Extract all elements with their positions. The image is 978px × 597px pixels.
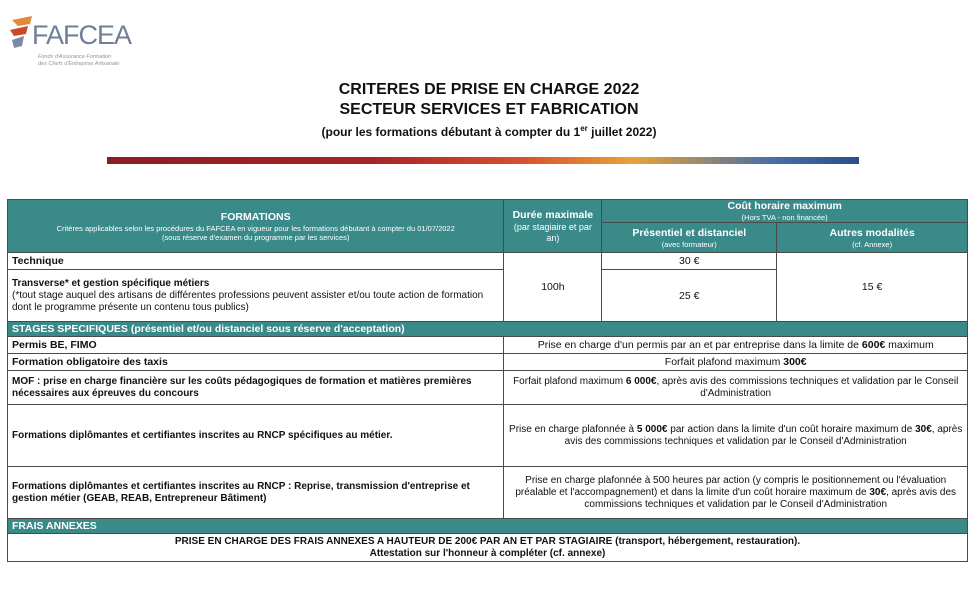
table-row bbox=[8, 405, 968, 467]
row-reprise-label: Formations diplômantes et certifiantes inscrites au RNCP : Reprise, transmission d'entreprise et gestion métier (GEAB, REAB, Entrepreneur Bâtiment) bbox=[8, 467, 504, 519]
cost-autres: 15 € bbox=[777, 253, 968, 322]
table-row bbox=[8, 354, 968, 371]
row-transverse-label: Transverse* et gestion spécifique métiers (*tout stage auquel des artisans de différentes professions peuvent assister et/ou toute action de formation dont le programme présente un contenu tous publics) bbox=[8, 270, 504, 322]
header-duree: Durée maximale (par stagiaire et par an) bbox=[504, 200, 602, 253]
title-line-2: SECTEUR SERVICES ET FABRICATION bbox=[339, 101, 639, 118]
row-permis-text: Prise en charge d'un permis par an et par entreprise dans la limite de 600€ maximum bbox=[504, 337, 968, 354]
table-row bbox=[8, 337, 968, 354]
section-stages: STAGES SPECIFIQUES (présentiel et/ou distanciel sous réserve d'acceptation) bbox=[8, 322, 968, 337]
row-rncp-text: Prise en charge plafonnée à 5 000€ par action dans la limite d'un coût horaire maximum de 30€, après avis des commissions techniques et validation par le Conseil d'Administration bbox=[504, 405, 968, 467]
row-technique-label: Technique bbox=[8, 253, 504, 270]
table-row bbox=[8, 371, 968, 405]
cost-technique: 30 € bbox=[602, 253, 777, 270]
logo-tagline: Fonds d'Assurance Formation des Chefs d'Entreprise Artisanale bbox=[38, 54, 120, 67]
duree-value: 100h bbox=[504, 253, 602, 322]
criteria-table bbox=[7, 199, 968, 562]
header-row bbox=[8, 200, 968, 223]
row-taxi-label: Formation obligatoire des taxis bbox=[8, 354, 504, 371]
section-row bbox=[8, 322, 968, 337]
row-mof-label: MOF : prise en charge financière sur les coûts pédagogiques de formation et matières premières nécessaires aux épreuves du concours bbox=[8, 371, 504, 405]
title-line-3: (pour les formations débutant à compter du 1er juillet 2022) bbox=[321, 124, 657, 139]
section-frais: FRAIS ANNEXES bbox=[8, 519, 968, 534]
cost-transverse: 25 € bbox=[602, 270, 777, 322]
frais-text: PRISE EN CHARGE DES FRAIS ANNEXES A HAUTEUR DE 200€ PAR AN ET PAR STAGIAIRE (transport, hébergement, restauration). Attestation sur l'honneur à compléter (cf. annexe) bbox=[8, 534, 968, 562]
document-title bbox=[0, 80, 978, 141]
section-row bbox=[8, 519, 968, 534]
row-taxi-text: Forfait plafond maximum 300€ bbox=[504, 354, 968, 371]
fafcea-logo bbox=[10, 12, 160, 72]
row-rncp-label: Formations diplômantes et certifiantes inscrites au RNCP spécifiques au métier. bbox=[8, 405, 504, 467]
table-row bbox=[8, 467, 968, 519]
title-divider bbox=[107, 157, 859, 164]
table-row bbox=[8, 534, 968, 562]
header-cout: Coût horaire maximum (Hors TVA - non financée) bbox=[602, 200, 968, 223]
table-row bbox=[8, 253, 968, 270]
row-mof-text: Forfait plafond maximum 6 000€, après avis des commissions techniques et validation par le Conseil d'Administration bbox=[504, 371, 968, 405]
logo-wordmark: FAFCEA bbox=[32, 20, 132, 50]
header-formations: FORMATIONS Critères applicables selon les procédures du FAFCEA en vigueur pour les formations débutant à compter du 01/07/2022 (sous réserve d'examen du programme par les services) bbox=[8, 200, 504, 253]
title-line-1: CRITERES DE PRISE EN CHARGE 2022 bbox=[338, 81, 640, 98]
header-autres: Autres modalités (cf. Annexe) bbox=[777, 223, 968, 253]
row-permis-label: Permis BE, FIMO bbox=[8, 337, 504, 354]
row-reprise-text: Prise en charge plafonnée à 500 heures par action (y compris le positionnement ou l'évaluation préalable et l'accompagnement) et dans la limite d'un coût horaire maximum de 30€, après avis des commissions techniques et validation par le Conseil d'Administration bbox=[504, 467, 968, 519]
header-presentiel: Présentiel et distanciel (avec formateur) bbox=[602, 223, 777, 253]
